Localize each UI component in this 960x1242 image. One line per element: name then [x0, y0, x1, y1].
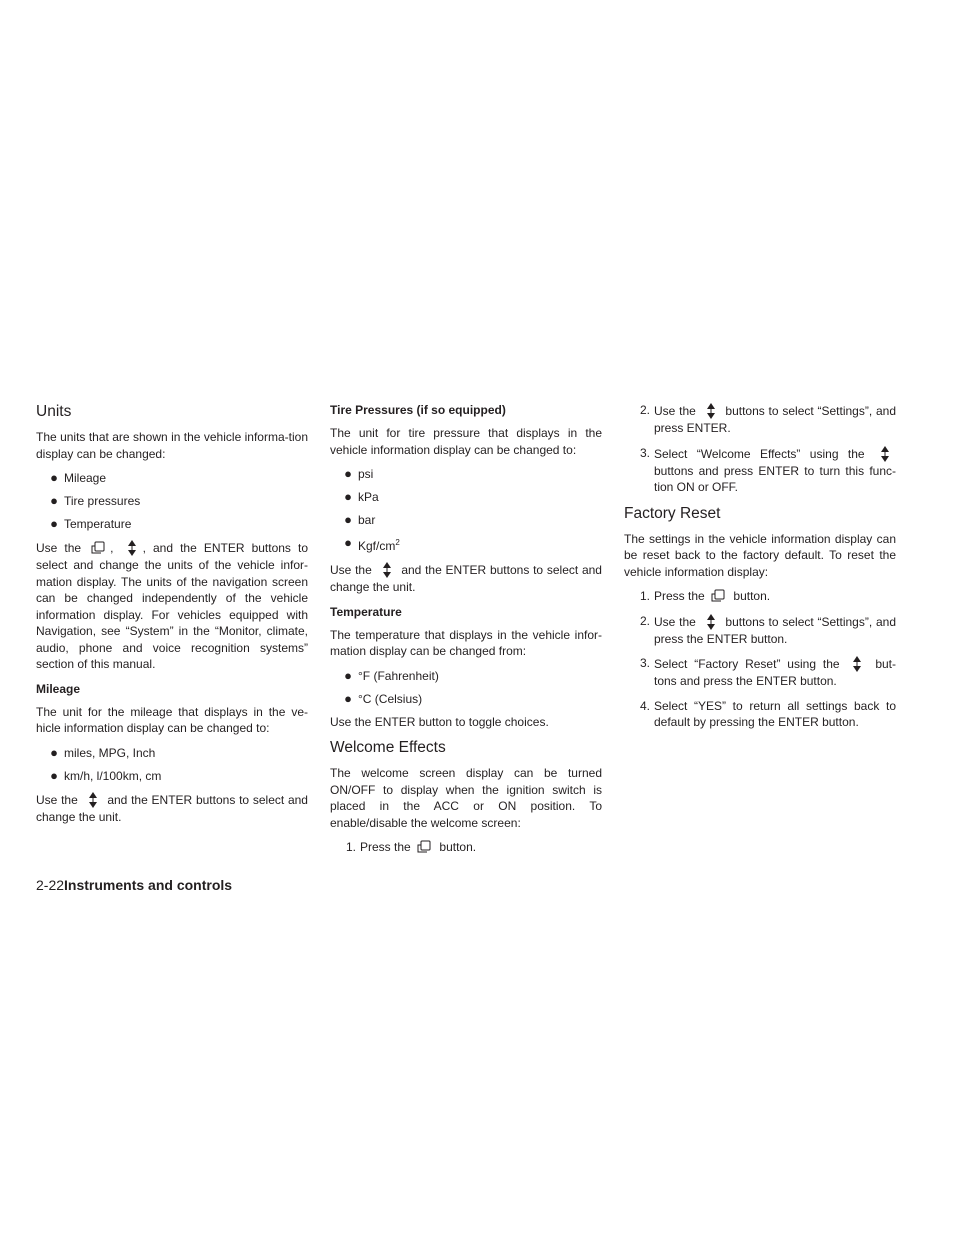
step-item: 2. Use the buttons to select “Settings”, and press ENTER. — [639, 403, 896, 435]
up-down-arrow-icon — [122, 539, 142, 557]
bullet-icon: ● — [344, 667, 352, 683]
tire-intro: The unit for tire pressure that displays in the vehicle information display can be changed to: — [330, 426, 602, 457]
column-2 — [330, 402, 602, 864]
up-down-arrow-icon — [701, 402, 721, 420]
list-item: ● Kgf/$cm^2$ — [330, 535, 602, 554]
list-item: ● miles, MPG, Inch — [36, 745, 308, 761]
up-down-arrow-icon — [701, 613, 721, 631]
list-item: ● Temperature — [36, 516, 308, 532]
list-item: ● Mileage — [36, 470, 308, 486]
bullet-icon: ● — [50, 493, 58, 508]
up-down-arrow-icon — [377, 561, 397, 579]
list-item: ● psi — [330, 466, 602, 482]
back-button-icon — [709, 589, 729, 603]
step-item: 4. Select “YES” to return all settings back to default by pressing the ENTER button. — [639, 698, 896, 729]
bullet-icon: ● — [344, 466, 352, 481]
back-button-icon — [415, 840, 435, 854]
bullet-icon: ● — [344, 489, 352, 504]
up-down-arrow-icon — [83, 791, 103, 809]
temperature-intro: The temperature that displays in the vehicle infor-mation display can be changed from: — [330, 627, 602, 658]
chapter-title: Instruments and controls — [64, 877, 233, 893]
bullet-icon: ● — [50, 744, 58, 760]
column-1 — [36, 402, 308, 833]
up-down-arrow-icon — [847, 655, 867, 673]
up-down-arrow-icon — [875, 445, 895, 463]
units-intro: The units that are shown in the vehicle informa-tion display can be changed: — [36, 430, 308, 461]
factory-intro: The settings in the vehicle information display can be reset back to the factory default. To reset the vehicle information display: — [624, 531, 896, 579]
back-button-icon — [89, 541, 109, 555]
step-item: 2. Use the buttons to select “Settings”, and press the ENTER button. — [639, 613, 896, 646]
step-item: 1. Press the button. — [639, 589, 771, 603]
list-item: ● km/h, l/100km, cm — [36, 768, 308, 784]
step-item: 1. Press the button. — [345, 840, 477, 854]
bullet-icon: ● — [344, 535, 352, 550]
temperature-heading: Temperature — [330, 604, 402, 619]
bullet-icon: ● — [344, 690, 352, 706]
step-item: 3. Select “Factory Reset” using the but-tons and press the ENTER button. — [639, 656, 896, 688]
mileage-heading: Mileage — [36, 681, 81, 696]
mileage-outro: Use the and the ENTER buttons to select and change the unit. — [36, 792, 308, 824]
list-item: ● Tire pressures — [36, 493, 308, 509]
bullet-icon: ● — [50, 470, 58, 485]
bullet-icon: ● — [50, 516, 58, 531]
welcome-intro: The welcome screen display can be turned ON/OFF to display when the ignition switch is placed in the ACC or ON position. To enable/disable the welcome screen: — [330, 766, 602, 830]
page-footer — [36, 876, 232, 894]
units-paragraph: Use the , , and the ENTER buttons to select and change the units of the vehicle infor-mation display. The units of the navigation screen can be changed independently of the vehicle information display. For vehicles equipped with Navigation, see “System” in the “Monitor, climate, audio, phone and voice recognition systems” section of this manual. — [36, 541, 309, 671]
mileage-intro: The unit for the mileage that displays in the ve-hicle information display can be changed to: — [36, 704, 308, 735]
tire-outro: Use the and the ENTER buttons to select and change the unit. — [330, 563, 602, 594]
column-3 — [624, 402, 896, 739]
units-heading: Units — [36, 403, 72, 420]
list-item: ● bar — [330, 512, 602, 528]
welcome-effects-heading: Welcome Effects — [330, 739, 446, 756]
step-item: 3. Select “Welcome Effects” using the buttons and press ENTER to turn this func-tion ON or OFF. — [639, 445, 896, 494]
factory-reset-heading: Factory Reset — [624, 504, 721, 522]
bullet-icon: ● — [344, 512, 352, 527]
bullet-icon: ● — [50, 767, 58, 783]
tire-pressures-heading: Tire Pressures (if so equipped) — [330, 403, 506, 417]
list-item: ● °F (Fahrenheit) — [330, 668, 602, 684]
list-item: ● kPa — [330, 489, 602, 505]
list-item: ● °C (Celsius) — [330, 691, 602, 707]
page-number: 2-22 — [36, 877, 65, 893]
temperature-outro: Use the ENTER button to toggle choices. — [330, 714, 549, 729]
